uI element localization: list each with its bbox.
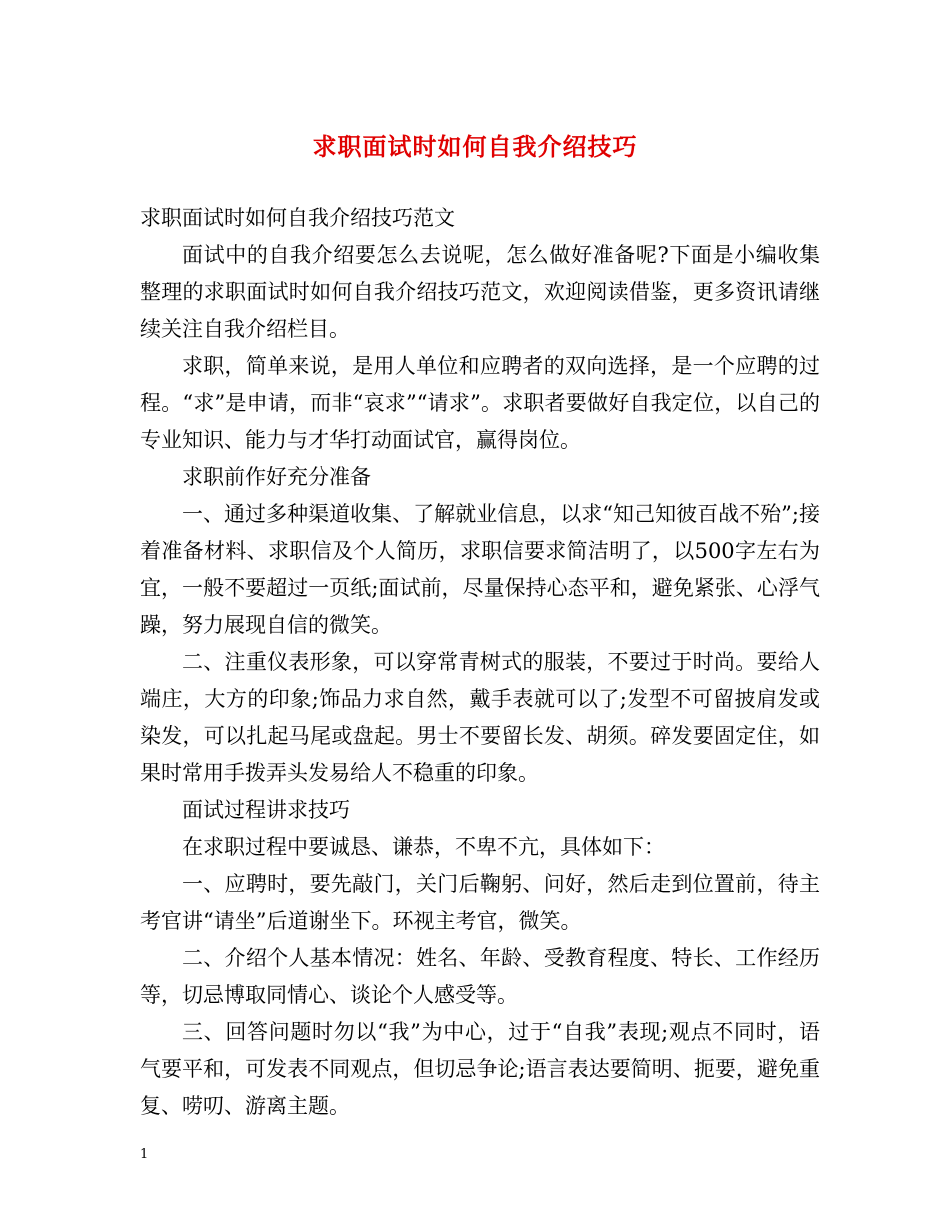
document-body bbox=[140, 200, 820, 1125]
paragraph: 三、回答问题时勿以“我”为中心，过于“自我”表现;观点不同时，语气要平和，可发表不同观点，但切忌争论;语言表达要简明、扼要，避免重复、唠叨、游离主题。 bbox=[140, 1020, 820, 1118]
paragraph: 二、注重仪表形象，可以穿常青树式的服装，不要过于时尚。要给人端庄，大方的印象;饰品力求自然，戴手表就可以了;发型不可留披肩发或染发，可以扎起马尾或盘起。男士不要留长发、胡须。碎发要固定住，如果时常用手拨弄头发易给人不稳重的印象。 bbox=[140, 650, 820, 785]
section-heading: 求职前作好充分准备 bbox=[182, 465, 371, 489]
page-number: 1 bbox=[140, 1147, 149, 1162]
paragraph: 一、通过多种渠道收集、了解就业信息，以求“知己知彼百战不殆”;接着准备材料、求职信及个人简历，求职信要求简洁明了，以500字左右为宜，一般不要超过一页纸;面试前，尽量保持心态平和，避免紧张、心浮气躁，努力展现自信的微笑。 bbox=[140, 502, 820, 637]
paragraph: 面试中的自我介绍要怎么去说呢，怎么做好准备呢?下面是小编收集整理的求职面试时如何自我介绍技巧范文，欢迎阅读借鉴，更多资讯请继续关注自我介绍栏目。 bbox=[140, 243, 820, 341]
paragraph: 在求职过程中要诚恳、谦恭，不卑不亢，具体如下： bbox=[182, 835, 665, 859]
document-title: 求职面试时如何自我介绍技巧 bbox=[312, 132, 638, 161]
section-heading: 面试过程讲求技巧 bbox=[182, 798, 350, 822]
paragraph: 二、介绍个人基本情况：姓名、年龄、受教育程度、特长、工作经历等，切忌博取同情心、谈论个人感受等。 bbox=[140, 946, 820, 1007]
paragraph: 一、应聘时，要先敲门，关门后鞠躬、问好，然后走到位置前，待主考官讲“请坐”后道谢坐下。环视主考官，微笑。 bbox=[140, 872, 820, 933]
paragraph-subtitle: 求职面试时如何自我介绍技巧范文 bbox=[140, 206, 455, 230]
paragraph: 求职，简单来说，是用人单位和应聘者的双向选择，是一个应聘的过程。“求”是申请，而非“哀求”“请求”。求职者要做好自我定位，以自己的专业知识、能力与才华打动面试官，赢得岗位。 bbox=[140, 354, 820, 452]
